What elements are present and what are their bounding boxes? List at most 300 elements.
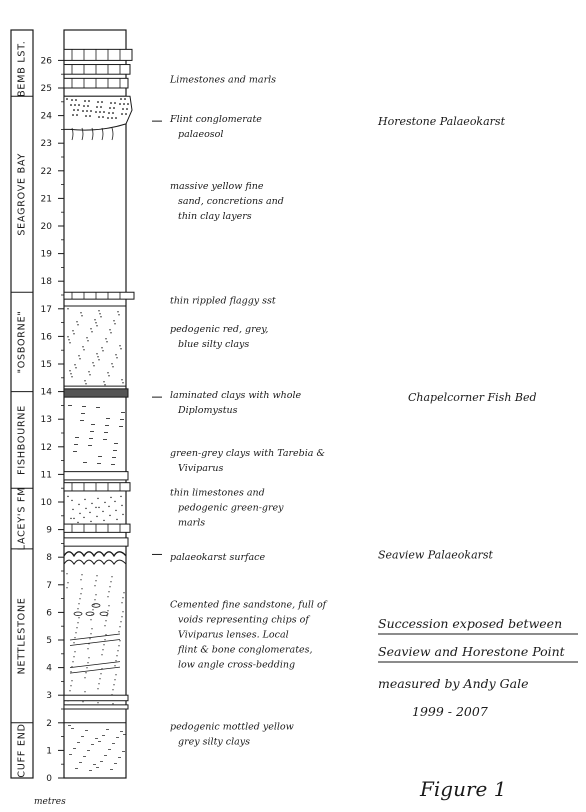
sand-stipple <box>116 655 117 656</box>
sand-stipple <box>112 689 113 690</box>
scale-tick-label: 21 <box>40 194 52 205</box>
bed-description-line: laminated clays with whole <box>170 390 302 402</box>
clay-stipple <box>81 315 82 316</box>
sand-stipple <box>95 580 96 581</box>
sand-stipple <box>66 573 67 574</box>
sand-stipple <box>91 628 92 629</box>
sand-stipple <box>115 674 116 675</box>
void-chip <box>92 604 100 608</box>
bed-description-line: pedogenic red, grey, <box>170 323 269 335</box>
bed-description-line: Viviparus <box>178 463 224 475</box>
conglomerate-dot <box>78 104 80 106</box>
clay-stipple <box>98 359 99 360</box>
clay-stipple <box>71 376 72 377</box>
marl-stipple <box>79 513 80 514</box>
scale-tick-label: 17 <box>40 304 52 315</box>
marl-stipple <box>77 522 78 523</box>
clay-stipple <box>79 358 80 359</box>
conglomerate-dot <box>73 109 75 111</box>
scale-tick-label: 12 <box>40 442 52 453</box>
clay-stipple <box>70 373 71 374</box>
formation-label: "OSBORNE" <box>16 310 28 374</box>
sand-stipple <box>100 673 101 674</box>
conglomerate-dot <box>99 111 101 113</box>
void-chip <box>100 612 108 616</box>
bed-description-line: thin rippled flaggy sst <box>170 295 276 307</box>
sand-stipple <box>102 649 103 650</box>
sand-stipple <box>118 645 119 646</box>
clay-stipple <box>99 313 100 314</box>
clay-stipple <box>68 339 69 340</box>
sand-stipple <box>98 683 99 684</box>
scale-tick-label: 15 <box>40 360 52 370</box>
sand-stipple <box>114 665 115 666</box>
bed-description-line: Cemented fine sandstone, full of <box>170 599 327 611</box>
scale-tick-label: 8 <box>46 553 52 564</box>
limestone-bed <box>64 538 128 546</box>
sand-stipple <box>119 640 120 641</box>
caption-line-1: Succession exposed between <box>378 616 563 631</box>
sand-stipple <box>74 637 75 638</box>
sand-stipple <box>70 685 71 686</box>
conglomerate-dot <box>121 113 123 115</box>
bed-description-line: low angle cross-bedding <box>178 659 296 671</box>
marl-stipple <box>122 514 123 515</box>
formation-label: FISHBOURNE <box>16 404 28 475</box>
clay-stipple <box>119 345 120 346</box>
bed-description-line: Viviparus lenses. Local <box>178 629 289 641</box>
sand-stipple <box>114 679 115 680</box>
marl-stipple <box>91 503 92 504</box>
clay-stipple <box>105 338 106 339</box>
clay-stipple <box>92 362 93 363</box>
fish-bed <box>64 389 128 397</box>
sand-stipple <box>107 610 108 611</box>
scale-tick-label: 1 <box>46 746 52 757</box>
clay-stipple <box>69 342 70 343</box>
marl-stipple <box>120 496 121 497</box>
sand-stipple <box>80 579 81 580</box>
marl-stipple <box>103 520 104 521</box>
void-chip <box>86 612 94 616</box>
scale-tick-label: 16 <box>40 332 52 343</box>
sand-stipple <box>121 602 122 603</box>
sand-stipple <box>99 678 100 679</box>
clay-stipple <box>77 324 78 325</box>
palaeokarst-surface <box>64 560 126 564</box>
bed-description-line: palaeokarst surface <box>170 552 266 564</box>
clay-stipple <box>118 314 119 315</box>
cross-bedding <box>70 662 120 668</box>
root-trace <box>92 128 93 140</box>
conglomerate-dot <box>70 104 72 106</box>
sand-stipple <box>73 656 74 657</box>
clay-stipple <box>102 350 103 351</box>
sand-stipple <box>81 574 82 575</box>
clay-stipple <box>108 375 109 376</box>
sand-stipple <box>103 644 104 645</box>
conglomerate-dot <box>112 112 114 114</box>
clay-stipple <box>122 382 123 383</box>
sand-stipple <box>123 592 124 593</box>
sand-stipple <box>71 680 72 681</box>
clay-stipple <box>94 319 95 320</box>
root-trace <box>72 128 73 140</box>
marl-stipple <box>96 516 97 517</box>
clay-stipple <box>72 330 73 331</box>
conglomerate-dot <box>108 112 110 114</box>
conglomerate-dot <box>127 103 129 105</box>
clay-stipple <box>74 364 75 365</box>
scale-tick-label: 2 <box>46 718 52 729</box>
conglomerate-dot <box>109 107 111 109</box>
marl-stipple <box>116 519 117 520</box>
sand-stipple <box>115 660 116 661</box>
sand-stipple <box>70 671 71 672</box>
clay-stipple <box>115 354 116 355</box>
sand-stipple <box>94 599 95 600</box>
clay-stipple <box>113 320 114 321</box>
sand-stipple <box>79 598 80 599</box>
scale-tick-label: 22 <box>40 166 52 177</box>
scale-tick-label: 20 <box>40 222 52 232</box>
conglomerate-dot <box>126 108 128 110</box>
marl-stipple <box>109 515 110 516</box>
scale-tick-label: 3 <box>46 691 52 702</box>
caption-line-3: measured by Andy Gale <box>378 676 529 691</box>
marl-stipple <box>104 502 105 503</box>
sand-stipple <box>88 657 89 658</box>
sand-stipple <box>87 648 88 649</box>
marl-stipple <box>121 505 122 506</box>
marl-stipple <box>98 507 99 508</box>
conglomerate-dot <box>66 98 68 100</box>
clay-stipple <box>114 323 115 324</box>
thin-limestone <box>64 472 128 480</box>
clay-stipple <box>80 312 81 313</box>
cross-bedding <box>70 640 120 646</box>
sand-stipple <box>77 608 78 609</box>
scale-tick-label: 0 <box>46 774 52 784</box>
sand-stipple <box>107 596 108 597</box>
clay-stipple <box>73 333 74 334</box>
conglomerate-dot <box>83 105 85 107</box>
palaeokarst-surface <box>64 552 126 556</box>
sand-stipple <box>122 597 123 598</box>
root-trace <box>82 128 83 140</box>
scale-tick-label: 11 <box>40 470 52 481</box>
clay-stipple <box>101 347 102 348</box>
sand-stipple <box>112 703 113 704</box>
formation-label: BEMB LST. <box>16 40 28 97</box>
conglomerate-dot <box>90 110 92 112</box>
sand-stipple <box>78 603 79 604</box>
bed-description-line: marls <box>178 517 206 529</box>
clay-stipple <box>83 349 84 350</box>
scale-tick-label: 7 <box>46 580 52 591</box>
conglomerate-dot <box>97 101 99 103</box>
event-label: Horestone Palaeokarst <box>378 115 505 129</box>
conglomerate-dot <box>103 111 105 113</box>
formation-label: CUFF END <box>16 723 28 778</box>
sand-stipple <box>111 576 112 577</box>
clay-stipple <box>96 353 97 354</box>
marl-stipple <box>89 512 90 513</box>
bed-description-line: voids representing chips of <box>178 614 309 626</box>
clay-stipple <box>106 341 107 342</box>
clay-stipple <box>88 371 89 372</box>
sand-stipple <box>110 581 111 582</box>
scale-tick-label: 5 <box>46 636 52 646</box>
root-trace <box>102 128 103 140</box>
scale-tick-label: 4 <box>46 663 52 674</box>
caption-line-2: Seaview and Horestone Point <box>378 644 565 659</box>
limestone-bed <box>64 49 132 60</box>
sand-stipple <box>87 662 88 663</box>
limestone-bed <box>64 292 134 299</box>
scale-tick-label: 6 <box>46 608 52 619</box>
sand-stipple <box>94 585 95 586</box>
clay-stipple <box>78 355 79 356</box>
conglomerate-dot <box>74 104 76 106</box>
scale-tick-label: 13 <box>40 415 52 426</box>
sand-stipple <box>75 632 76 633</box>
sand-stipple <box>121 616 122 617</box>
lithology-column <box>64 30 134 778</box>
sand-stipple <box>109 586 110 587</box>
scale-tick-label: 24 <box>40 111 52 122</box>
sand-stipple <box>90 633 91 634</box>
conglomerate-dot <box>77 109 79 111</box>
sand-stipple <box>72 661 73 662</box>
clay-stipple <box>93 365 94 366</box>
conglomerate-dot <box>111 117 113 119</box>
sand-stipple <box>80 593 81 594</box>
scale-tick-label: 23 <box>40 139 52 150</box>
conglomerate-dot <box>72 114 74 116</box>
scale-tick-label: 26 <box>40 56 52 67</box>
formation-label: LACEY'S FM <box>16 486 28 551</box>
clay-stipple <box>82 346 83 347</box>
conglomerate-dot <box>122 108 124 110</box>
marl-stipple <box>97 498 98 499</box>
clay-stipple <box>69 370 70 371</box>
event-label: Seaview Palaeokarst <box>378 548 493 562</box>
conglomerate-dot <box>89 115 91 117</box>
conglomerate-dot <box>101 101 103 103</box>
conglomerate-dot <box>113 107 115 109</box>
sand-stipple <box>74 651 75 652</box>
scale-tick-label: 14 <box>40 387 52 398</box>
conglomerate-dot <box>85 115 87 117</box>
conglomerate-dot <box>71 99 73 101</box>
figure-caption <box>378 616 578 801</box>
sand-stipple <box>81 588 82 589</box>
conglomerate-dot <box>123 103 125 105</box>
conglomerate-dot <box>87 105 89 107</box>
sand-stipple <box>117 650 118 651</box>
sand-stipple <box>92 609 93 610</box>
conglomerate-dot <box>95 111 97 113</box>
marl-stipple <box>95 507 96 508</box>
sand-stipple <box>108 591 109 592</box>
scale-tick-label: 19 <box>40 249 52 260</box>
formation-column <box>11 30 33 778</box>
clay-stipple <box>112 366 113 367</box>
marl-stipple <box>71 500 72 501</box>
bed-descriptions <box>169 75 328 748</box>
bed-description-line: pedogenic green-grey <box>178 502 284 514</box>
conglomerate-dot <box>96 106 98 108</box>
conglomerate-dot <box>120 98 122 100</box>
conglomerate-dot <box>119 103 121 105</box>
marl-stipple <box>90 521 91 522</box>
metre-scale <box>34 34 66 807</box>
marl-stipple <box>84 499 85 500</box>
clay-stipple <box>75 367 76 368</box>
marl-stipple <box>108 506 109 507</box>
units-label: metres <box>34 797 66 807</box>
clay-stipple <box>111 363 112 364</box>
marl-stipple <box>83 517 84 518</box>
clay-stipple <box>89 374 90 375</box>
bed-description-line: palaeosol <box>178 129 224 141</box>
clay-stipple <box>104 384 105 385</box>
sand-stipple <box>78 617 79 618</box>
scale-tick-label: 9 <box>46 525 52 536</box>
bed-description-line: flint & bone conglomerates, <box>178 644 313 656</box>
marl-stipple <box>70 518 71 519</box>
sand-stipple <box>105 634 106 635</box>
conglomerate-dot <box>100 106 102 108</box>
event-label: Chapelcorner Fish Bed <box>408 391 537 405</box>
clay-stipple <box>97 356 98 357</box>
clay-stipple <box>117 311 118 312</box>
lithology-outline <box>64 30 126 778</box>
bone-conglomerate <box>64 695 128 701</box>
conglomerate-dot <box>110 102 112 104</box>
clay-stipple <box>90 328 91 329</box>
sand-stipple <box>101 654 102 655</box>
clay-stipple <box>100 316 101 317</box>
conglomerate-dot <box>107 117 109 119</box>
sand-stipple <box>84 677 85 678</box>
bed-description-line: thin limestones and <box>170 487 265 499</box>
sand-stipple <box>119 626 120 627</box>
clay-stipple <box>103 381 104 382</box>
sand-stipple <box>82 701 83 702</box>
conglomerate-dot <box>88 100 90 102</box>
conglomerate-dot <box>75 99 77 101</box>
bed-description-line: green-grey clays with Tarebia & <box>170 448 325 460</box>
marl-stipple <box>115 510 116 511</box>
scale-tick-label: 10 <box>40 498 52 508</box>
bed-description-line: grey silty clays <box>178 736 251 748</box>
clay-stipple <box>87 340 88 341</box>
sand-stipple <box>95 594 96 595</box>
conglomerate-dot <box>114 102 116 104</box>
clay-stipple <box>67 336 68 337</box>
clay-stipple <box>116 357 117 358</box>
conglomerate-dot <box>102 116 104 118</box>
sand-stipple <box>120 621 121 622</box>
marl-stipple <box>110 497 111 498</box>
marl-stipple <box>78 504 79 505</box>
bed-description-line: Flint conglomerate <box>170 114 262 126</box>
sand-stipple <box>104 639 105 640</box>
sand-stipple <box>66 587 67 588</box>
clay-stipple <box>95 322 96 323</box>
marl-stipple <box>67 496 68 497</box>
conglomerate-dot <box>125 113 127 115</box>
sand-stipple <box>77 622 78 623</box>
root-trace <box>112 128 113 140</box>
cross-bedding <box>70 667 120 673</box>
bed-description-line: pedogenic mottled yellow <box>170 721 294 733</box>
marl-stipple <box>85 508 86 509</box>
scale-tick-label: 25 <box>40 84 52 94</box>
sand-stipple <box>84 691 85 692</box>
bed-description-line: thin clay layers <box>178 211 252 223</box>
sand-stipple <box>108 605 109 606</box>
marl-stipple <box>102 511 103 512</box>
bed-description-line: Limestones and marls <box>170 74 277 86</box>
marl-stipple <box>72 509 73 510</box>
conglomerate-dot <box>124 98 126 100</box>
clay-stipple <box>98 310 99 311</box>
sand-stipple <box>97 702 98 703</box>
void-chip <box>74 612 82 616</box>
formation-label: NETTLESTONE <box>16 597 28 675</box>
sand-stipple <box>96 575 97 576</box>
sand-stipple <box>85 672 86 673</box>
sand-stipple <box>90 619 91 620</box>
marl-stipple <box>114 501 115 502</box>
clay-stipple <box>110 332 111 333</box>
clay-stipple <box>91 331 92 332</box>
sand-stipple <box>76 627 77 628</box>
marl-stipple <box>73 518 74 519</box>
bone-conglomerate <box>64 705 128 709</box>
bed-description-line: massive yellow fine <box>170 181 264 193</box>
bed-description-line: Diplomystus <box>178 405 238 417</box>
conglomerate-dot <box>76 114 78 116</box>
conglomerate-dot <box>86 110 88 112</box>
figure-label: Figure 1 <box>420 777 507 801</box>
clay-stipple <box>120 348 121 349</box>
bed-description-line: sand, concretions and <box>178 196 284 208</box>
clay-stipple <box>84 380 85 381</box>
clay-stipple <box>109 329 110 330</box>
clay-stipple <box>85 383 86 384</box>
sand-stipple <box>118 631 119 632</box>
conglomerate-dot <box>98 116 100 118</box>
conglomerate-dot <box>84 100 86 102</box>
sand-stipple <box>67 582 68 583</box>
sand-stipple <box>122 611 123 612</box>
sand-stipple <box>113 684 114 685</box>
clay-stipple <box>86 337 87 338</box>
formation-label: SEAGROVE BAY <box>16 152 28 236</box>
sand-stipple <box>97 688 98 689</box>
caption-line-4: 1999 - 2007 <box>412 704 488 719</box>
sand-stipple <box>104 625 105 626</box>
sand-stipple <box>73 642 74 643</box>
clay-stipple <box>67 308 68 309</box>
cross-bedding <box>70 634 120 640</box>
sand-stipple <box>86 667 87 668</box>
clay-stipple <box>96 325 97 326</box>
